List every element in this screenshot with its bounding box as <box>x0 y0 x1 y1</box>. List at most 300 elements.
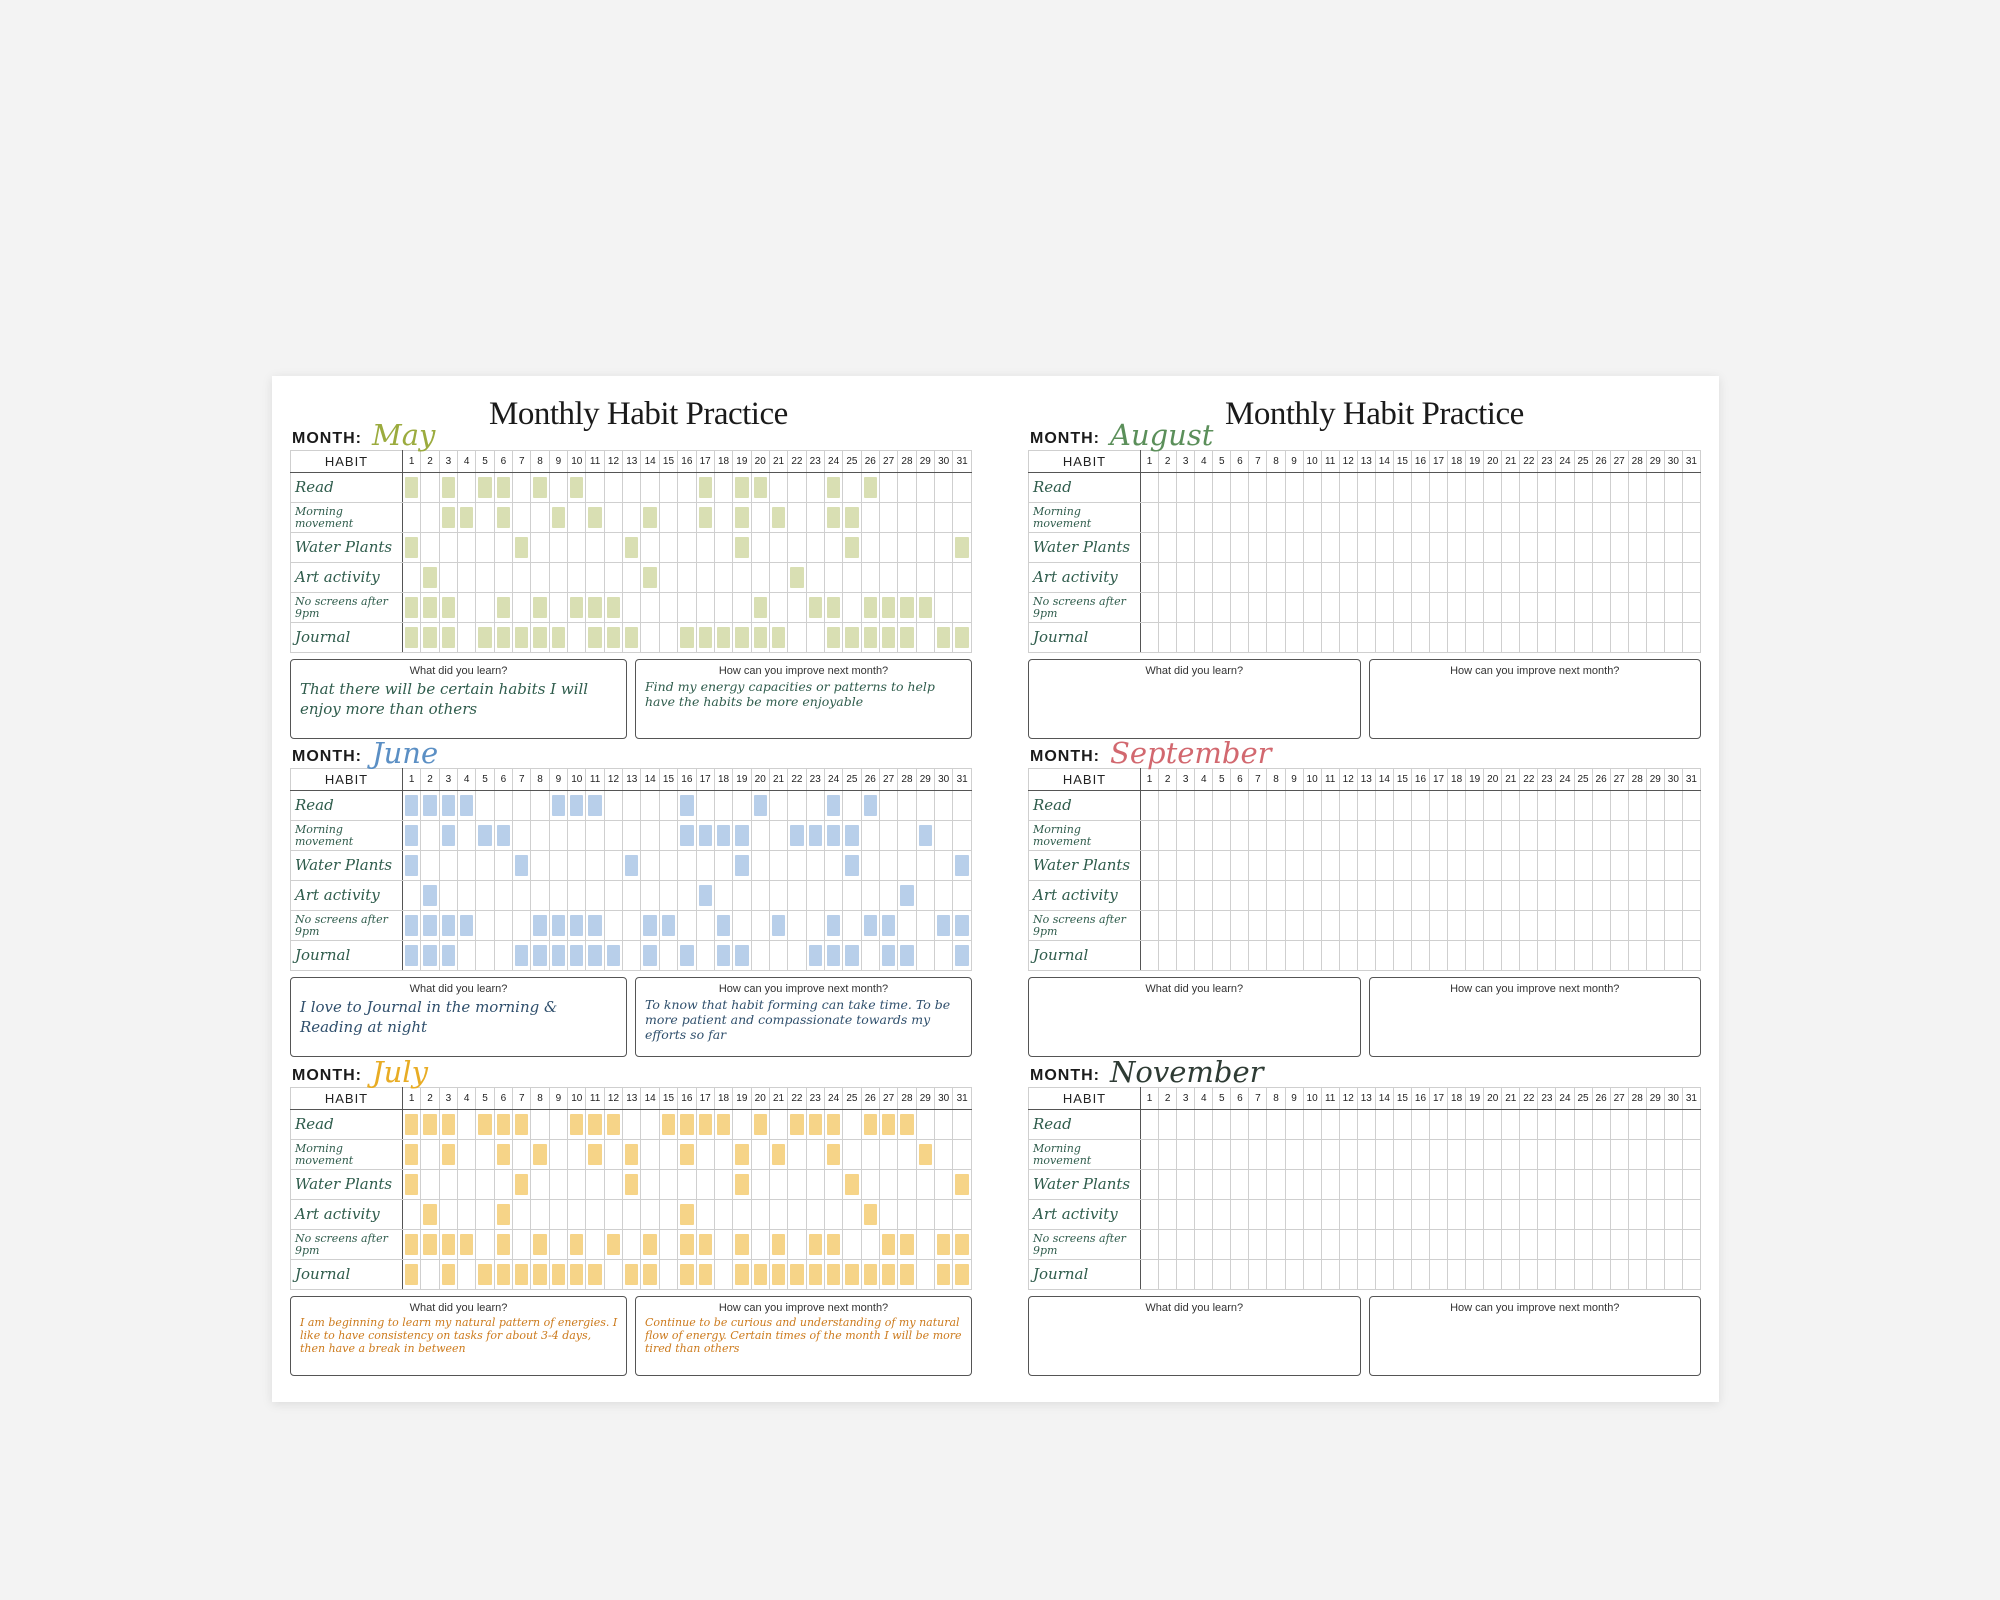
day-checkbox[interactable] <box>916 563 934 593</box>
day-checkbox[interactable] <box>1682 533 1700 563</box>
day-checkbox[interactable] <box>641 1230 659 1260</box>
day-checkbox[interactable] <box>1321 1200 1339 1230</box>
day-checkbox[interactable] <box>1141 623 1159 653</box>
day-checkbox[interactable] <box>678 1200 696 1230</box>
day-checkbox[interactable] <box>806 851 824 881</box>
day-checkbox[interactable] <box>1520 533 1538 563</box>
day-checkbox[interactable] <box>623 1260 641 1290</box>
day-checkbox[interactable] <box>843 1110 861 1140</box>
day-checkbox[interactable] <box>1664 911 1682 941</box>
day-checkbox[interactable] <box>1393 1200 1411 1230</box>
day-checkbox[interactable] <box>439 503 457 533</box>
day-checkbox[interactable] <box>898 473 916 503</box>
day-checkbox[interactable] <box>1466 623 1484 653</box>
day-checkbox[interactable] <box>1430 623 1448 653</box>
day-checkbox[interactable] <box>439 821 457 851</box>
day-checkbox[interactable] <box>1321 821 1339 851</box>
day-checkbox[interactable] <box>1213 1230 1231 1260</box>
day-checkbox[interactable] <box>403 1170 421 1200</box>
day-checkbox[interactable] <box>1628 1170 1646 1200</box>
day-checkbox[interactable] <box>1484 851 1502 881</box>
day-checkbox[interactable] <box>1502 791 1520 821</box>
day-checkbox[interactable] <box>1538 1110 1556 1140</box>
day-checkbox[interactable] <box>549 1140 567 1170</box>
day-checkbox[interactable] <box>1393 503 1411 533</box>
day-checkbox[interactable] <box>714 1170 732 1200</box>
day-checkbox[interactable] <box>1357 1140 1375 1170</box>
day-checkbox[interactable] <box>769 563 787 593</box>
day-checkbox[interactable] <box>1484 1110 1502 1140</box>
day-checkbox[interactable] <box>806 533 824 563</box>
day-checkbox[interactable] <box>934 941 952 971</box>
day-checkbox[interactable] <box>494 623 512 653</box>
day-checkbox[interactable] <box>1267 821 1285 851</box>
day-checkbox[interactable] <box>586 851 604 881</box>
day-checkbox[interactable] <box>604 821 622 851</box>
day-checkbox[interactable] <box>1213 851 1231 881</box>
day-checkbox[interactable] <box>1682 593 1700 623</box>
day-checkbox[interactable] <box>476 563 494 593</box>
day-checkbox[interactable] <box>659 1260 677 1290</box>
day-checkbox[interactable] <box>861 503 879 533</box>
day-checkbox[interactable] <box>751 1200 769 1230</box>
day-checkbox[interactable] <box>1502 941 1520 971</box>
day-checkbox[interactable] <box>824 473 842 503</box>
day-checkbox[interactable] <box>769 1230 787 1260</box>
day-checkbox[interactable] <box>586 791 604 821</box>
day-checkbox[interactable] <box>714 941 732 971</box>
day-checkbox[interactable] <box>953 593 972 623</box>
day-checkbox[interactable] <box>439 911 457 941</box>
day-checkbox[interactable] <box>1556 821 1574 851</box>
day-checkbox[interactable] <box>494 1170 512 1200</box>
day-checkbox[interactable] <box>549 1170 567 1200</box>
day-checkbox[interactable] <box>934 1260 952 1290</box>
day-checkbox[interactable] <box>1375 851 1393 881</box>
day-checkbox[interactable] <box>953 1170 972 1200</box>
day-checkbox[interactable] <box>1375 563 1393 593</box>
day-checkbox[interactable] <box>476 1200 494 1230</box>
day-checkbox[interactable] <box>403 503 421 533</box>
day-checkbox[interactable] <box>1195 563 1213 593</box>
day-checkbox[interactable] <box>953 533 972 563</box>
day-checkbox[interactable] <box>1177 1110 1195 1140</box>
day-checkbox[interactable] <box>659 1230 677 1260</box>
day-checkbox[interactable] <box>659 851 677 881</box>
day-checkbox[interactable] <box>1339 1200 1357 1230</box>
day-checkbox[interactable] <box>659 473 677 503</box>
day-checkbox[interactable] <box>1375 473 1393 503</box>
day-checkbox[interactable] <box>824 503 842 533</box>
day-checkbox[interactable] <box>1646 623 1664 653</box>
day-checkbox[interactable] <box>1231 941 1249 971</box>
day-checkbox[interactable] <box>1321 593 1339 623</box>
day-checkbox[interactable] <box>659 1110 677 1140</box>
day-checkbox[interactable] <box>843 533 861 563</box>
day-checkbox[interactable] <box>1628 821 1646 851</box>
day-checkbox[interactable] <box>1520 1110 1538 1140</box>
day-checkbox[interactable] <box>1556 911 1574 941</box>
day-checkbox[interactable] <box>879 473 897 503</box>
day-checkbox[interactable] <box>1610 1230 1628 1260</box>
day-checkbox[interactable] <box>824 533 842 563</box>
day-checkbox[interactable] <box>1466 881 1484 911</box>
day-checkbox[interactable] <box>1574 1110 1592 1140</box>
day-checkbox[interactable] <box>1628 941 1646 971</box>
day-checkbox[interactable] <box>1213 821 1231 851</box>
day-checkbox[interactable] <box>1502 563 1520 593</box>
day-checkbox[interactable] <box>843 563 861 593</box>
day-checkbox[interactable] <box>1520 791 1538 821</box>
day-checkbox[interactable] <box>1664 791 1682 821</box>
day-checkbox[interactable] <box>1321 941 1339 971</box>
day-checkbox[interactable] <box>1646 1170 1664 1200</box>
day-checkbox[interactable] <box>513 623 531 653</box>
day-checkbox[interactable] <box>751 911 769 941</box>
day-checkbox[interactable] <box>531 941 549 971</box>
day-checkbox[interactable] <box>549 791 567 821</box>
day-checkbox[interactable] <box>1213 473 1231 503</box>
day-checkbox[interactable] <box>1213 563 1231 593</box>
day-checkbox[interactable] <box>751 821 769 851</box>
day-checkbox[interactable] <box>476 851 494 881</box>
day-checkbox[interactable] <box>1393 533 1411 563</box>
day-checkbox[interactable] <box>1393 1260 1411 1290</box>
day-checkbox[interactable] <box>678 1140 696 1170</box>
day-checkbox[interactable] <box>916 503 934 533</box>
day-checkbox[interactable] <box>788 1260 806 1290</box>
day-checkbox[interactable] <box>641 1170 659 1200</box>
day-checkbox[interactable] <box>678 821 696 851</box>
day-checkbox[interactable] <box>714 881 732 911</box>
day-checkbox[interactable] <box>439 473 457 503</box>
day-checkbox[interactable] <box>641 881 659 911</box>
day-checkbox[interactable] <box>403 1200 421 1230</box>
day-checkbox[interactable] <box>1267 791 1285 821</box>
day-checkbox[interactable] <box>641 821 659 851</box>
day-checkbox[interactable] <box>678 1260 696 1290</box>
day-checkbox[interactable] <box>1375 821 1393 851</box>
day-checkbox[interactable] <box>494 941 512 971</box>
day-checkbox[interactable] <box>824 791 842 821</box>
day-checkbox[interactable] <box>439 791 457 821</box>
day-checkbox[interactable] <box>953 851 972 881</box>
learn-box[interactable] <box>1028 1296 1361 1376</box>
day-checkbox[interactable] <box>1646 881 1664 911</box>
day-checkbox[interactable] <box>733 881 751 911</box>
day-checkbox[interactable] <box>1267 941 1285 971</box>
day-checkbox[interactable] <box>604 1260 622 1290</box>
day-checkbox[interactable] <box>861 593 879 623</box>
day-checkbox[interactable] <box>733 791 751 821</box>
day-checkbox[interactable] <box>641 851 659 881</box>
day-checkbox[interactable] <box>678 881 696 911</box>
day-checkbox[interactable] <box>1303 911 1321 941</box>
day-checkbox[interactable] <box>1664 1110 1682 1140</box>
day-checkbox[interactable] <box>1267 593 1285 623</box>
day-checkbox[interactable] <box>1646 1140 1664 1170</box>
day-checkbox[interactable] <box>1430 791 1448 821</box>
day-checkbox[interactable] <box>1303 1170 1321 1200</box>
day-checkbox[interactable] <box>678 593 696 623</box>
day-checkbox[interactable] <box>1610 503 1628 533</box>
day-checkbox[interactable] <box>1664 881 1682 911</box>
day-checkbox[interactable] <box>1592 1230 1610 1260</box>
day-checkbox[interactable] <box>1195 911 1213 941</box>
day-checkbox[interactable] <box>1213 881 1231 911</box>
day-checkbox[interactable] <box>916 1230 934 1260</box>
day-checkbox[interactable] <box>1195 1230 1213 1260</box>
day-checkbox[interactable] <box>879 533 897 563</box>
day-checkbox[interactable] <box>788 1140 806 1170</box>
day-checkbox[interactable] <box>1502 1260 1520 1290</box>
day-checkbox[interactable] <box>604 503 622 533</box>
day-checkbox[interactable] <box>568 1110 586 1140</box>
day-checkbox[interactable] <box>531 821 549 851</box>
day-checkbox[interactable] <box>1466 533 1484 563</box>
day-checkbox[interactable] <box>1556 1110 1574 1140</box>
day-checkbox[interactable] <box>421 881 439 911</box>
day-checkbox[interactable] <box>1466 1140 1484 1170</box>
day-checkbox[interactable] <box>1664 563 1682 593</box>
day-checkbox[interactable] <box>623 821 641 851</box>
day-checkbox[interactable] <box>421 791 439 821</box>
day-checkbox[interactable] <box>1195 1200 1213 1230</box>
day-checkbox[interactable] <box>1375 1170 1393 1200</box>
day-checkbox[interactable] <box>513 1230 531 1260</box>
day-checkbox[interactable] <box>403 563 421 593</box>
day-checkbox[interactable] <box>824 911 842 941</box>
day-checkbox[interactable] <box>1393 1170 1411 1200</box>
day-checkbox[interactable] <box>1249 503 1267 533</box>
day-checkbox[interactable] <box>861 1230 879 1260</box>
day-checkbox[interactable] <box>641 623 659 653</box>
day-checkbox[interactable] <box>806 473 824 503</box>
day-checkbox[interactable] <box>1375 1200 1393 1230</box>
day-checkbox[interactable] <box>1339 821 1357 851</box>
day-checkbox[interactable] <box>549 563 567 593</box>
day-checkbox[interactable] <box>1466 851 1484 881</box>
day-checkbox[interactable] <box>1411 941 1429 971</box>
day-checkbox[interactable] <box>1357 851 1375 881</box>
day-checkbox[interactable] <box>861 563 879 593</box>
day-checkbox[interactable] <box>1177 911 1195 941</box>
day-checkbox[interactable] <box>1646 593 1664 623</box>
day-checkbox[interactable] <box>1303 941 1321 971</box>
day-checkbox[interactable] <box>403 623 421 653</box>
day-checkbox[interactable] <box>916 941 934 971</box>
day-checkbox[interactable] <box>1249 911 1267 941</box>
day-checkbox[interactable] <box>439 1230 457 1260</box>
day-checkbox[interactable] <box>1321 1260 1339 1290</box>
day-checkbox[interactable] <box>1393 791 1411 821</box>
day-checkbox[interactable] <box>604 1200 622 1230</box>
day-checkbox[interactable] <box>586 593 604 623</box>
day-checkbox[interactable] <box>1411 851 1429 881</box>
day-checkbox[interactable] <box>678 941 696 971</box>
day-checkbox[interactable] <box>1520 563 1538 593</box>
day-checkbox[interactable] <box>1430 533 1448 563</box>
day-checkbox[interactable] <box>403 1110 421 1140</box>
day-checkbox[interactable] <box>733 1170 751 1200</box>
day-checkbox[interactable] <box>788 791 806 821</box>
day-checkbox[interactable] <box>1682 1260 1700 1290</box>
day-checkbox[interactable] <box>769 1200 787 1230</box>
day-checkbox[interactable] <box>843 791 861 821</box>
day-checkbox[interactable] <box>1141 881 1159 911</box>
day-checkbox[interactable] <box>1430 1260 1448 1290</box>
day-checkbox[interactable] <box>1484 563 1502 593</box>
day-checkbox[interactable] <box>1520 1260 1538 1290</box>
day-checkbox[interactable] <box>1574 821 1592 851</box>
day-checkbox[interactable] <box>1285 911 1303 941</box>
day-checkbox[interactable] <box>403 881 421 911</box>
day-checkbox[interactable] <box>1267 1110 1285 1140</box>
day-checkbox[interactable] <box>568 473 586 503</box>
day-checkbox[interactable] <box>421 911 439 941</box>
day-checkbox[interactable] <box>1448 473 1466 503</box>
day-checkbox[interactable] <box>788 503 806 533</box>
day-checkbox[interactable] <box>934 473 952 503</box>
day-checkbox[interactable] <box>769 503 787 533</box>
day-checkbox[interactable] <box>1249 593 1267 623</box>
day-checkbox[interactable] <box>531 533 549 563</box>
day-checkbox[interactable] <box>751 623 769 653</box>
day-checkbox[interactable] <box>879 1110 897 1140</box>
day-checkbox[interactable] <box>934 503 952 533</box>
day-checkbox[interactable] <box>1195 791 1213 821</box>
day-checkbox[interactable] <box>1303 533 1321 563</box>
day-checkbox[interactable] <box>1177 533 1195 563</box>
day-checkbox[interactable] <box>824 851 842 881</box>
day-checkbox[interactable] <box>788 623 806 653</box>
day-checkbox[interactable] <box>916 1170 934 1200</box>
day-checkbox[interactable] <box>1285 881 1303 911</box>
day-checkbox[interactable] <box>1664 941 1682 971</box>
day-checkbox[interactable] <box>1321 791 1339 821</box>
day-checkbox[interactable] <box>1249 881 1267 911</box>
day-checkbox[interactable] <box>1520 593 1538 623</box>
day-checkbox[interactable] <box>733 563 751 593</box>
day-checkbox[interactable] <box>623 911 641 941</box>
day-checkbox[interactable] <box>1267 1260 1285 1290</box>
day-checkbox[interactable] <box>513 473 531 503</box>
day-checkbox[interactable] <box>1321 911 1339 941</box>
day-checkbox[interactable] <box>1538 821 1556 851</box>
day-checkbox[interactable] <box>1610 911 1628 941</box>
day-checkbox[interactable] <box>1411 821 1429 851</box>
day-checkbox[interactable] <box>733 1200 751 1230</box>
day-checkbox[interactable] <box>1538 533 1556 563</box>
day-checkbox[interactable] <box>549 503 567 533</box>
day-checkbox[interactable] <box>1592 593 1610 623</box>
day-checkbox[interactable] <box>604 851 622 881</box>
learn-box[interactable] <box>1028 977 1361 1057</box>
day-checkbox[interactable] <box>513 1110 531 1140</box>
day-checkbox[interactable] <box>1159 1200 1177 1230</box>
day-checkbox[interactable] <box>1177 473 1195 503</box>
day-checkbox[interactable] <box>714 593 732 623</box>
day-checkbox[interactable] <box>1249 851 1267 881</box>
day-checkbox[interactable] <box>1466 911 1484 941</box>
day-checkbox[interactable] <box>1574 911 1592 941</box>
day-checkbox[interactable] <box>934 593 952 623</box>
day-checkbox[interactable] <box>1646 503 1664 533</box>
day-checkbox[interactable] <box>421 1140 439 1170</box>
day-checkbox[interactable] <box>733 911 751 941</box>
day-checkbox[interactable] <box>1520 911 1538 941</box>
day-checkbox[interactable] <box>953 473 972 503</box>
day-checkbox[interactable] <box>1321 1230 1339 1260</box>
day-checkbox[interactable] <box>1321 1110 1339 1140</box>
day-checkbox[interactable] <box>696 593 714 623</box>
day-checkbox[interactable] <box>1430 1140 1448 1170</box>
day-checkbox[interactable] <box>934 1170 952 1200</box>
day-checkbox[interactable] <box>953 791 972 821</box>
day-checkbox[interactable] <box>1159 1230 1177 1260</box>
day-checkbox[interactable] <box>696 881 714 911</box>
day-checkbox[interactable] <box>714 473 732 503</box>
day-checkbox[interactable] <box>1249 563 1267 593</box>
day-checkbox[interactable] <box>1285 1230 1303 1260</box>
day-checkbox[interactable] <box>916 791 934 821</box>
day-checkbox[interactable] <box>1231 503 1249 533</box>
day-checkbox[interactable] <box>1393 851 1411 881</box>
day-checkbox[interactable] <box>659 821 677 851</box>
day-checkbox[interactable] <box>678 1110 696 1140</box>
day-checkbox[interactable] <box>1466 593 1484 623</box>
day-checkbox[interactable] <box>696 1260 714 1290</box>
day-checkbox[interactable] <box>476 503 494 533</box>
day-checkbox[interactable] <box>1411 623 1429 653</box>
day-checkbox[interactable] <box>1556 593 1574 623</box>
day-checkbox[interactable] <box>458 563 476 593</box>
day-checkbox[interactable] <box>1448 851 1466 881</box>
day-checkbox[interactable] <box>1249 1230 1267 1260</box>
day-checkbox[interactable] <box>751 1170 769 1200</box>
day-checkbox[interactable] <box>659 1200 677 1230</box>
day-checkbox[interactable] <box>1231 1170 1249 1200</box>
day-checkbox[interactable] <box>1231 1140 1249 1170</box>
day-checkbox[interactable] <box>898 1230 916 1260</box>
day-checkbox[interactable] <box>1303 1140 1321 1170</box>
day-checkbox[interactable] <box>604 473 622 503</box>
day-checkbox[interactable] <box>549 941 567 971</box>
day-checkbox[interactable] <box>403 1230 421 1260</box>
day-checkbox[interactable] <box>494 851 512 881</box>
day-checkbox[interactable] <box>1538 1230 1556 1260</box>
day-checkbox[interactable] <box>476 1260 494 1290</box>
day-checkbox[interactable] <box>1592 821 1610 851</box>
day-checkbox[interactable] <box>1430 1230 1448 1260</box>
day-checkbox[interactable] <box>403 593 421 623</box>
day-checkbox[interactable] <box>1574 1260 1592 1290</box>
day-checkbox[interactable] <box>586 1230 604 1260</box>
day-checkbox[interactable] <box>1682 1140 1700 1170</box>
day-checkbox[interactable] <box>1682 1230 1700 1260</box>
day-checkbox[interactable] <box>769 1260 787 1290</box>
day-checkbox[interactable] <box>1195 1140 1213 1170</box>
day-checkbox[interactable] <box>1628 911 1646 941</box>
day-checkbox[interactable] <box>1321 881 1339 911</box>
day-checkbox[interactable] <box>1249 533 1267 563</box>
day-checkbox[interactable] <box>751 851 769 881</box>
day-checkbox[interactable] <box>586 941 604 971</box>
day-checkbox[interactable] <box>861 1260 879 1290</box>
day-checkbox[interactable] <box>458 1230 476 1260</box>
day-checkbox[interactable] <box>1339 473 1357 503</box>
day-checkbox[interactable] <box>421 1260 439 1290</box>
